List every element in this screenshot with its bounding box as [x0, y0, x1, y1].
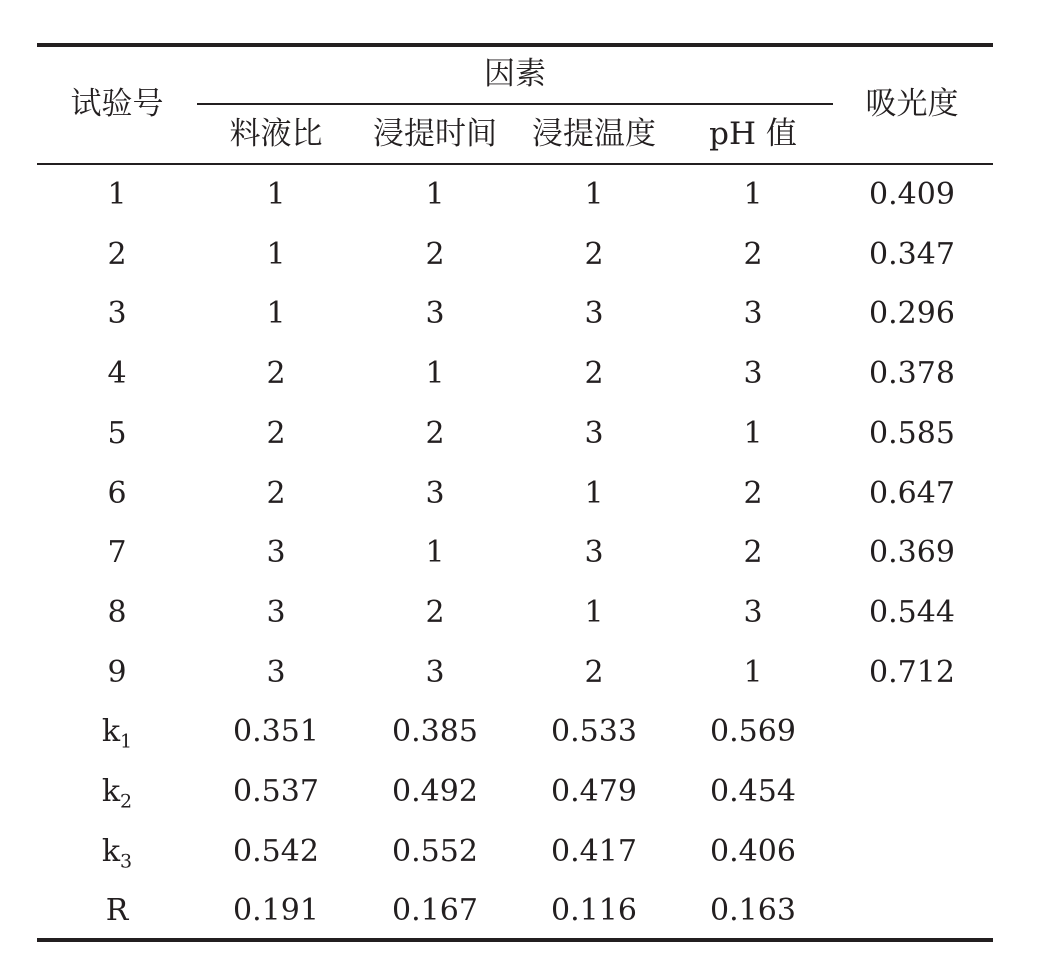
stat-value: 0.191 — [233, 893, 319, 928]
row-trial-number: 5 — [107, 416, 127, 451]
row-factor-level: 3 — [584, 535, 604, 570]
row-factor-level: 1 — [584, 595, 604, 630]
stat-value: 0.385 — [392, 714, 478, 749]
row-factor-level: 1 — [425, 177, 445, 212]
stat-value: 0.552 — [392, 834, 478, 869]
stat-value: 0.116 — [551, 893, 637, 928]
row-absorbance: 0.296 — [869, 296, 955, 331]
row-factor-level: 3 — [743, 296, 763, 331]
row-trial-number: 8 — [107, 595, 127, 630]
row-trial-number: 9 — [107, 655, 127, 690]
stat-value: 0.537 — [233, 774, 319, 809]
row-trial-number: 4 — [107, 356, 127, 391]
stat-label — [37, 772, 197, 812]
stat-label-main: k — [101, 714, 121, 749]
stat-value: 0.406 — [710, 834, 796, 869]
row-factor-level: 2 — [425, 595, 445, 630]
stat-label-main: k — [101, 774, 121, 809]
row-factor-level: 3 — [266, 655, 286, 690]
row-factor-level: 2 — [266, 416, 286, 451]
row-factor-level: 3 — [584, 296, 604, 331]
row-absorbance: 0.647 — [869, 476, 955, 511]
row-factor-level: 1 — [266, 296, 286, 331]
row-absorbance: 0.409 — [869, 177, 955, 212]
row-factor-level: 2 — [425, 237, 445, 272]
row-factor-level: 3 — [266, 535, 286, 570]
row-factor-level: 1 — [266, 237, 286, 272]
factor-group-rule — [197, 103, 833, 105]
row-factor-level: 2 — [584, 237, 604, 272]
header-factor-1: 料液比 — [229, 116, 323, 152]
row-absorbance: 0.369 — [869, 535, 955, 570]
stat-value: 0.167 — [392, 893, 478, 928]
row-factor-level: 3 — [266, 595, 286, 630]
stat-label-main: k — [101, 834, 121, 869]
stat-label-subscript: 2 — [120, 790, 133, 813]
stat-value: 0.533 — [551, 714, 637, 749]
row-factor-level: 2 — [584, 655, 604, 690]
row-absorbance: 0.585 — [869, 416, 955, 451]
stat-value: 0.479 — [551, 774, 637, 809]
row-absorbance: 0.712 — [869, 655, 955, 690]
stat-value: 0.163 — [710, 893, 796, 928]
header-rule — [37, 163, 993, 165]
stat-value: 0.351 — [233, 714, 319, 749]
header-factors-group: 因素 — [484, 56, 546, 92]
row-factor-level: 2 — [266, 476, 286, 511]
stat-value: 0.454 — [710, 774, 796, 809]
row-factor-level: 3 — [425, 296, 445, 331]
row-factor-level: 2 — [584, 356, 604, 391]
top-rule — [37, 43, 993, 47]
header-trial-number: 试验号 — [70, 86, 164, 122]
header-absorbance: 吸光度 — [865, 86, 959, 122]
row-factor-level: 1 — [266, 177, 286, 212]
stat-value: 0.542 — [233, 834, 319, 869]
header-factor-2: 浸提时间 — [373, 116, 497, 152]
row-factor-level: 1 — [743, 177, 763, 212]
stat-value: 0.569 — [710, 714, 796, 749]
stat-label — [37, 832, 197, 872]
stat-label — [37, 712, 197, 752]
header-factor-3: 浸提温度 — [532, 116, 656, 152]
row-trial-number: 3 — [107, 296, 127, 331]
row-factor-level: 1 — [584, 476, 604, 511]
row-factor-level: 3 — [743, 356, 763, 391]
row-factor-level: 1 — [425, 535, 445, 570]
row-factor-level: 3 — [425, 476, 445, 511]
bottom-rule — [37, 938, 993, 942]
row-factor-level: 1 — [425, 356, 445, 391]
row-factor-level: 2 — [743, 535, 763, 570]
row-absorbance: 0.347 — [869, 237, 955, 272]
stat-label-main: R — [105, 893, 129, 928]
row-trial-number: 1 — [107, 177, 127, 212]
row-absorbance: 0.378 — [869, 356, 955, 391]
row-factor-level: 3 — [743, 595, 763, 630]
row-trial-number: 2 — [107, 237, 127, 272]
stat-label-subscript: 1 — [120, 730, 133, 753]
row-factor-level: 1 — [743, 416, 763, 451]
row-factor-level: 2 — [743, 476, 763, 511]
row-factor-level: 3 — [425, 655, 445, 690]
row-absorbance: 0.544 — [869, 595, 955, 630]
stat-value: 0.417 — [551, 834, 637, 869]
row-factor-level: 1 — [584, 177, 604, 212]
row-factor-level: 2 — [743, 237, 763, 272]
header-factor-4: pH 值 — [709, 116, 797, 152]
row-trial-number: 7 — [107, 535, 127, 570]
row-factor-level: 3 — [584, 416, 604, 451]
row-trial-number: 6 — [107, 476, 127, 511]
row-factor-level: 2 — [266, 356, 286, 391]
stat-label-subscript: 3 — [120, 850, 133, 873]
row-factor-level: 2 — [425, 416, 445, 451]
stat-value: 0.492 — [392, 774, 478, 809]
stat-label — [37, 891, 197, 931]
row-factor-level: 1 — [743, 655, 763, 690]
